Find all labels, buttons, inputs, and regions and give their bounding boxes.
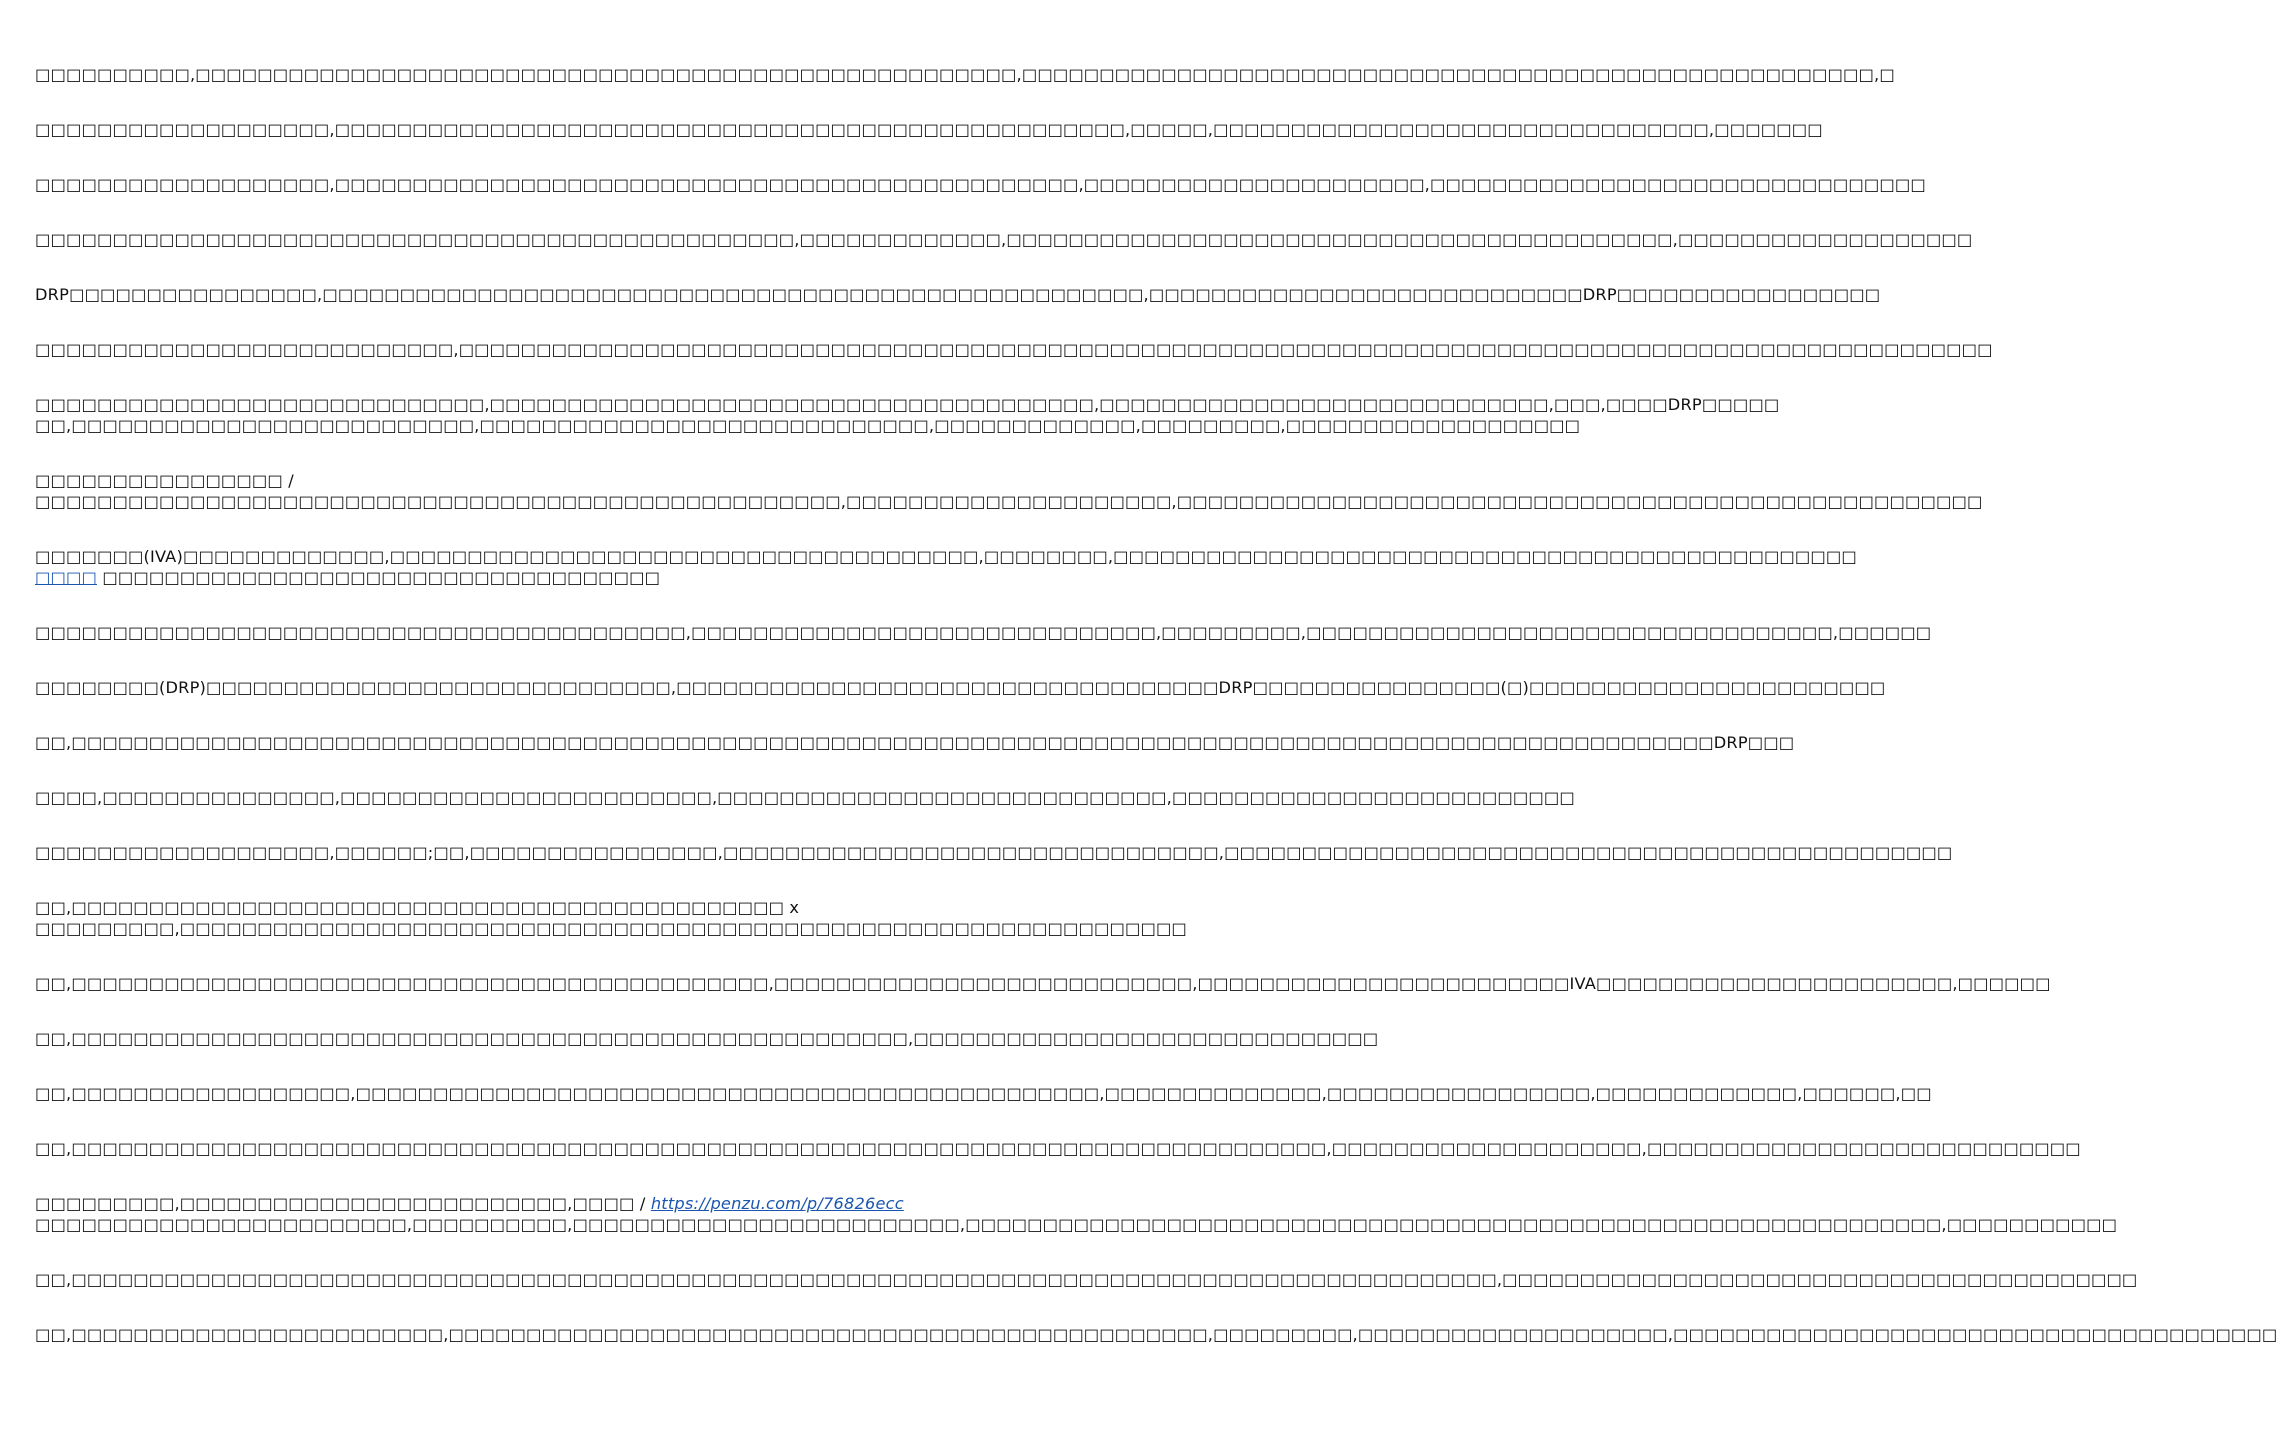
text-line: □□,□□□□□□□□□□□□□□□□□□□□□□□□□□□□□□□□□□□□□□□□□□□□□,□□□□□□□□□□□□□□□□□□□□□□□□□□□,□□□□□□□□□□□□□□□□□□□□□□□□IVA□□□□□□□□□□□□□□□□□□□□□□□,□□□□□□ bbox=[35, 974, 2051, 993]
text-line: □□□□,□□□□□□□□□□□□□□□,□□□□□□□□□□□□□□□□□□□□□□□□,□□□□□□□□□□□□□□□□□□□□□□□□□□□□□,□□□□□□□□□□□□□□□□□□□□□□□□□□ bbox=[35, 788, 1575, 807]
penzu-link[interactable]: https://penzu.com/p/76826ecc bbox=[650, 1194, 904, 1213]
document-page bbox=[35, 64, 2277, 1379]
text-line: □□□□□□□□(DRP)□□□□□□□□□□□□□□□□□□□□□□□□□□□□□□,□□□□□□□□□□□□□□□□□□□□□□□□□□□□□□□□□□□DRP□□□□□□□□□□□□□□□□(□)□□□□□□□□□□□□□□□□□□□□□□□ bbox=[35, 678, 1886, 697]
paragraph-12 bbox=[35, 732, 1795, 753]
text-line: □□□□□□□□□□□□□□□□□□□,□□□□□□□□□□□□□□□□□□□□□□□□□□□□□□□□□□□□□□□□□□□□□□□□,□□□□□□□□□□□□□□□□□□□□□□,□□□□□□□□□□□□□□□□□□□□□□□□□□□□□□□□ bbox=[35, 175, 1926, 194]
paragraph-18 bbox=[35, 1083, 1932, 1104]
paragraph-14 bbox=[35, 842, 1953, 863]
text-line: □□□□□□□□□□□□□□□□□□□□□□□□,□□□□□□□□□□,□□□□□□□□□□□□□□□□□□□□□□□□□,□□□□□□□□□□□□□□□□□□□□□□□□□□□□□□□□□□□□□□□□□□□□□□□□□□□□□□□□□□□□□□□,□□□□□□□□□□□ bbox=[35, 1215, 2118, 1234]
text-line: DRP□□□□□□□□□□□□□□□□,□□□□□□□□□□□□□□□□□□□□□□□□□□□□□□□□□□□□□□□□□□□□□□□□□□□□□,□□□□□□□□□□□□□□□□□□□□□□□□□□□□DRP□□□□□□□□□□□□□□□□□ bbox=[35, 285, 1881, 304]
text-line: □□□□□□□□□□,□□□□□□□□□□□□□□□□□□□□□□□□□□□□□□□□□□□□□□□□□□□□□□□□□□□□□,□□□□□□□□□□□□□□□□□□□□□□□□□□□□□□□□□□□□□□□□□□□□□□□□□□□□□□□,□ bbox=[35, 65, 1895, 84]
paragraph-20 bbox=[35, 1193, 2118, 1235]
text-line: □□□□□□□□□□□□□□□□□□□□□□□□□□□□□□□□□□□□□□□□□□□□□□□□□,□□□□□□□□□□□□□,□□□□□□□□□□□□□□□□□□□□□□□□□□□□□□□□□□□□□□□□□□□,□□□□□□□□□□□□□□□□□□□ bbox=[35, 230, 1973, 249]
text-line: □□□□□□□□□□□□□□□□ / bbox=[35, 471, 294, 490]
text-line: □□,□□□□□□□□□□□□□□□□□□□□□□□□□□□□□□□□□□□□□□□□□□□□□□ x bbox=[35, 898, 800, 917]
paragraph-2 bbox=[35, 119, 1823, 140]
paragraph-21 bbox=[35, 1269, 2138, 1290]
text-line: □□□□□□□□□□□□□□□□□□□,□□□□□□;□□,□□□□□□□□□□□□□□□□,□□□□□□□□□□□□□□□□□□□□□□□□□□□□□□□□,□□□□□□□□□□□□□□□□□□□□□□□□□□□□□□□□□□□□□□□□□□□□□□□ bbox=[35, 843, 1953, 862]
paragraph-16 bbox=[35, 973, 2051, 994]
paragraph-17 bbox=[35, 1028, 1379, 1049]
text-line: □□□□□□□(IVA)□□□□□□□□□□□□□,□□□□□□□□□□□□□□□□□□□□□□□□□□□□□□□□□□□□□□,□□□□□□□□,□□□□□□□□□□□□□□□□□□□□□□□□□□□□□□□□□□□□□□□□□□□□□□□□ bbox=[35, 547, 1857, 566]
text-line-with-link bbox=[35, 567, 990, 588]
text-line: □□,□□□□□□□□□□□□□□□□□□,□□□□□□□□□□□□□□□□□□□□□□□□□□□□□□□□□□□□□□□□□□□□□□□□,□□□□□□□□□□□□□□,□□□□□□□□□□□□□□□□□,□□□□□□□□□□□□□,□□□□□□,□□ bbox=[35, 1084, 1932, 1103]
paragraph-15 bbox=[35, 897, 1187, 939]
paragraph-3 bbox=[35, 174, 1926, 195]
text-line: □□□□□□□□□,□□□□□□□□□□□□□□□□□□□□□□□□□□□□□□□□□□□□□□□□□□□□□□□□□□□□□□□□□□□□□□□□□ bbox=[35, 919, 1187, 938]
text-line: □□□□□□□□□□□□□□□□□□□□□□□□□□□□□,□□□□□□□□□□□□□□□□□□□□□□□□□□□□□□□□□□□□□□□,□□□□□□□□□□□□□□□□□□□□□□□□□□□□□,□□□,□□□□DRP□□□□□ bbox=[35, 395, 1780, 414]
paragraph-10 bbox=[35, 622, 1932, 643]
paragraph-11 bbox=[35, 677, 1886, 698]
text-line: □□,□□□□□□□□□□□□□□□□□□□□□□□□□□□□□□□□□□□□□□□□□□□□□□□□□□□□□□□□□□□□□□□□□□□□□□□□□□□□□□□□□□□□□□□□□□□□,□□□□□□□□□□□□□□□□□□□□□□□□□□□□□□□□□□□□□□□□□ bbox=[35, 1270, 2138, 1289]
text-line: □□,□□□□□□□□□□□□□□□□□□□□□□□□□□□□□□□□□□□□□□□□□□□□□□□□□□□□□□□□□□□□□□□□□□□□□□□□□□□□□□□□□□□□□□□□□□□□□□□□□□□□□□□□□□DRP□□□ bbox=[35, 733, 1795, 752]
text-line: □□,□□□□□□□□□□□□□□□□□□□□□□□□□□,□□□□□□□□□□□□□□□□□□□□□□□□□□□□□,□□□□□□□□□□□□□,□□□□□□□□□,□□□□□□□□□□□□□□□□□□□ bbox=[35, 416, 1581, 435]
text-line: □□,□□□□□□□□□□□□□□□□□□□□□□□□,□□□□□□□□□□□□□□□□□□□□□□□□□□□□□□□□□□□□□□□□□□□□□□□□□,□□□□□□□□□,□□□□□□□□□□□□□□□□□□□□,□□□□□□□□□□□□□□□□□□□□□□□□□□□□□□□□□□□□□□□ bbox=[35, 1325, 2277, 1344]
text-line: □□,□□□□□□□□□□□□□□□□□□□□□□□□□□□□□□□□□□□□□□□□□□□□□□□□□□□□□□□□□□□□□□□□□□□□□□□□□□□□□□□□□,□□□□□□□□□□□□□□□□□□□□,□□□□□□□□□□□□□□□□□□□□□□□□□□□□ bbox=[35, 1139, 2081, 1158]
paragraph-19 bbox=[35, 1138, 2081, 1159]
paragraph-6 bbox=[35, 339, 1993, 360]
paragraph-13 bbox=[35, 787, 1575, 808]
paragraph-1 bbox=[35, 64, 1895, 85]
text-after-link: □□□□□□□□□□□□□□□□□□□□□□□□□□□□□□□□□□□□ bbox=[102, 568, 661, 587]
paragraph-9 bbox=[35, 546, 1857, 588]
text-line: □□□□□□□□□□□□□□□□□□□□□□□□□□□,□□□□□□□□□□□□□□□□□□□□□□□□□□□□□□□□□□□□□□□□□□□□□□□□□□□□□□□□□□□□□□□□□□□□□□□□□□□□□□□□□□□□□□□□□□□□□□□□□□□ bbox=[35, 340, 1993, 359]
text-line: □□,□□□□□□□□□□□□□□□□□□□□□□□□□□□□□□□□□□□□□□□□□□□□□□□□□□□□□□,□□□□□□□□□□□□□□□□□□□□□□□□□□□□□□ bbox=[35, 1029, 1379, 1048]
text-line-with-url bbox=[35, 1193, 990, 1214]
paragraph-22 bbox=[35, 1324, 2277, 1345]
text-before-link: □□□□□□□□□,□□□□□□□□□□□□□□□□□□□□□□□□□,□□□□ / bbox=[35, 1194, 651, 1213]
inline-link[interactable]: □□□□ bbox=[35, 568, 97, 587]
text-line: □□□□□□□□□□□□□□□□□□□□□□□□□□□□□□□□□□□□□□□□□□,□□□□□□□□□□□□□□□□□□□□□□□□□□□□□□,□□□□□□□□□,□□□□□□□□□□□□□□□□□□□□□□□□□□□□□□□□□□,□□□□□□ bbox=[35, 623, 1932, 642]
paragraph-4 bbox=[35, 229, 1973, 250]
text-line: □□□□□□□□□□□□□□□□□□□□□□□□□□□□□□□□□□□□□□□□□□□□□□□□□□□□,□□□□□□□□□□□□□□□□□□□□□,□□□□□□□□□□□□□□□□□□□□□□□□□□□□□□□□□□□□□□□□□□□□□□□□□□□□ bbox=[35, 492, 1983, 511]
text-line: □□□□□□□□□□□□□□□□□□□,□□□□□□□□□□□□□□□□□□□□□□□□□□□□□□□□□□□□□□□□□□□□□□□□□□□,□□□□□,□□□□□□□□□□□□□□□□□□□□□□□□□□□□□□□□,□□□□□□□ bbox=[35, 120, 1823, 139]
paragraph-7 bbox=[35, 394, 1780, 436]
paragraph-8 bbox=[35, 470, 1983, 512]
paragraph-5 bbox=[35, 284, 1881, 305]
